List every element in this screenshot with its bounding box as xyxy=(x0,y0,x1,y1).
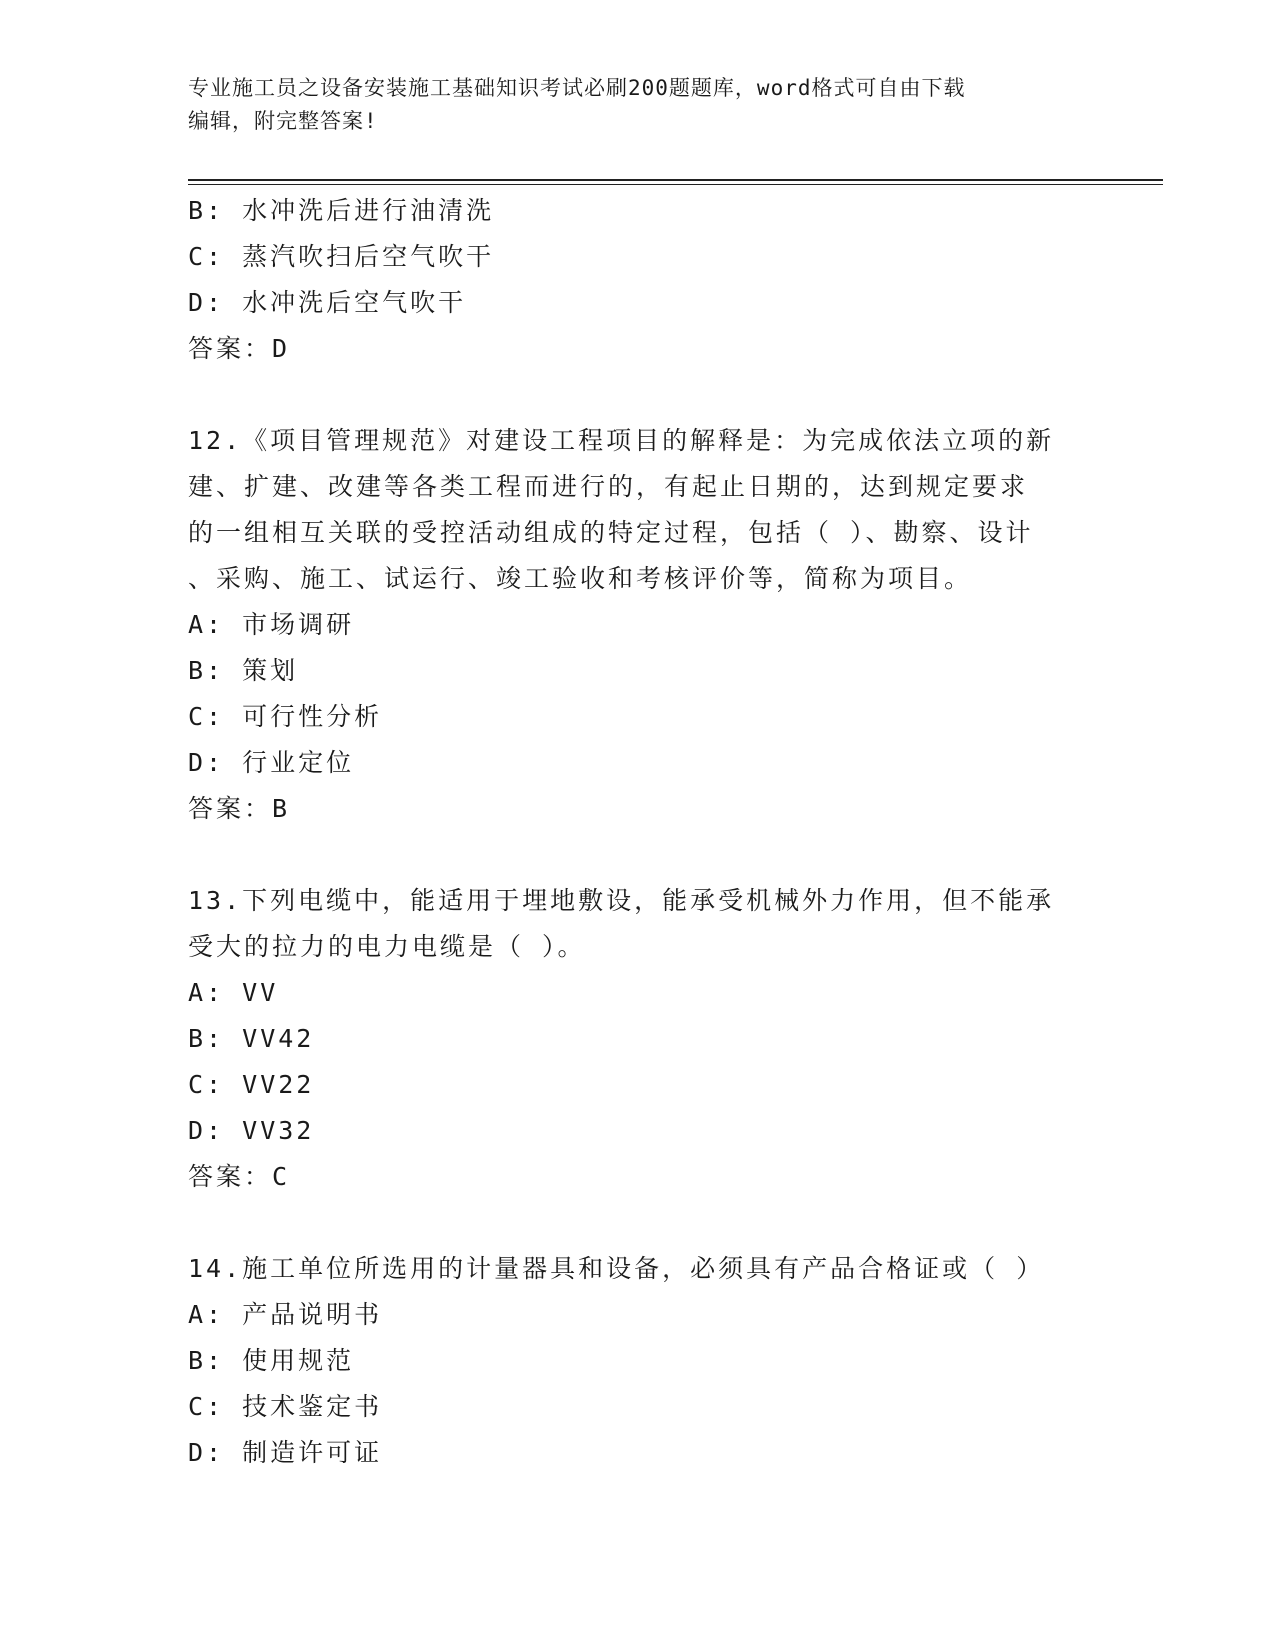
question-stem-line: 的一组相互关联的受控活动组成的特定过程，包括（ ）、勘察、设计 xyxy=(188,518,1034,547)
question-spacer xyxy=(188,372,1088,418)
option-d: D: VV32 xyxy=(188,1116,315,1145)
option-c: C: 蒸汽吹扫后空气吹干 xyxy=(188,242,495,271)
question-13 xyxy=(188,878,1088,1200)
header-title-line-1: 专业施工员之设备安装施工基础知识考试必刷200题题库，word格式可自由下载 xyxy=(188,76,966,100)
question-list xyxy=(188,188,1088,1476)
question-stem-line: 12.《项目管理规范》对建设工程项目的解释是：为完成依法立项的新 xyxy=(188,426,1055,455)
option-b: B: VV42 xyxy=(188,1024,315,1053)
option-c: C: 可行性分析 xyxy=(188,702,383,731)
question-stem-line: 建、扩建、改建等各类工程而进行的，有起止日期的，达到规定要求 xyxy=(188,472,1029,501)
question-11-tail xyxy=(188,188,1088,372)
question-stem-line: 、采购、施工、试运行、竣工验收和考核评价等，简称为项目。 xyxy=(188,564,973,593)
question-spacer xyxy=(188,1200,1088,1246)
option-a: A: 市场调研 xyxy=(188,610,355,639)
header-title-line-2: 编辑，附完整答案! xyxy=(188,109,378,133)
header-divider-thick xyxy=(188,179,1163,181)
question-stem-line: 受大的拉力的电力电缆是（ ）。 xyxy=(188,932,586,961)
option-a: A: VV xyxy=(188,978,279,1007)
option-b: B: 策划 xyxy=(188,656,299,685)
document-header xyxy=(188,72,1088,138)
option-c: C: VV22 xyxy=(188,1070,315,1099)
answer-line: 答案：B xyxy=(188,794,291,823)
option-d: D: 制造许可证 xyxy=(188,1438,383,1467)
option-d: D: 行业定位 xyxy=(188,748,355,777)
question-14 xyxy=(188,1246,1088,1476)
option-b: B: 使用规范 xyxy=(188,1346,355,1375)
question-stem-line: 13.下列电缆中，能适用于埋地敷设，能承受机械外力作用，但不能承 xyxy=(188,886,1055,915)
option-c: C: 技术鉴定书 xyxy=(188,1392,383,1421)
option-a: A: 产品说明书 xyxy=(188,1300,383,1329)
option-d: D: 水冲洗后空气吹干 xyxy=(188,288,467,317)
answer-line: 答案：D xyxy=(188,334,291,363)
question-stem-line: 14.施工单位所选用的计量器具和设备，必须具有产品合格证或（ ） xyxy=(188,1254,1045,1283)
header-divider-thin xyxy=(188,184,1163,185)
answer-line: 答案：C xyxy=(188,1162,291,1191)
option-b: B: 水冲洗后进行油清洗 xyxy=(188,196,495,225)
question-spacer xyxy=(188,832,1088,878)
question-12 xyxy=(188,418,1088,832)
